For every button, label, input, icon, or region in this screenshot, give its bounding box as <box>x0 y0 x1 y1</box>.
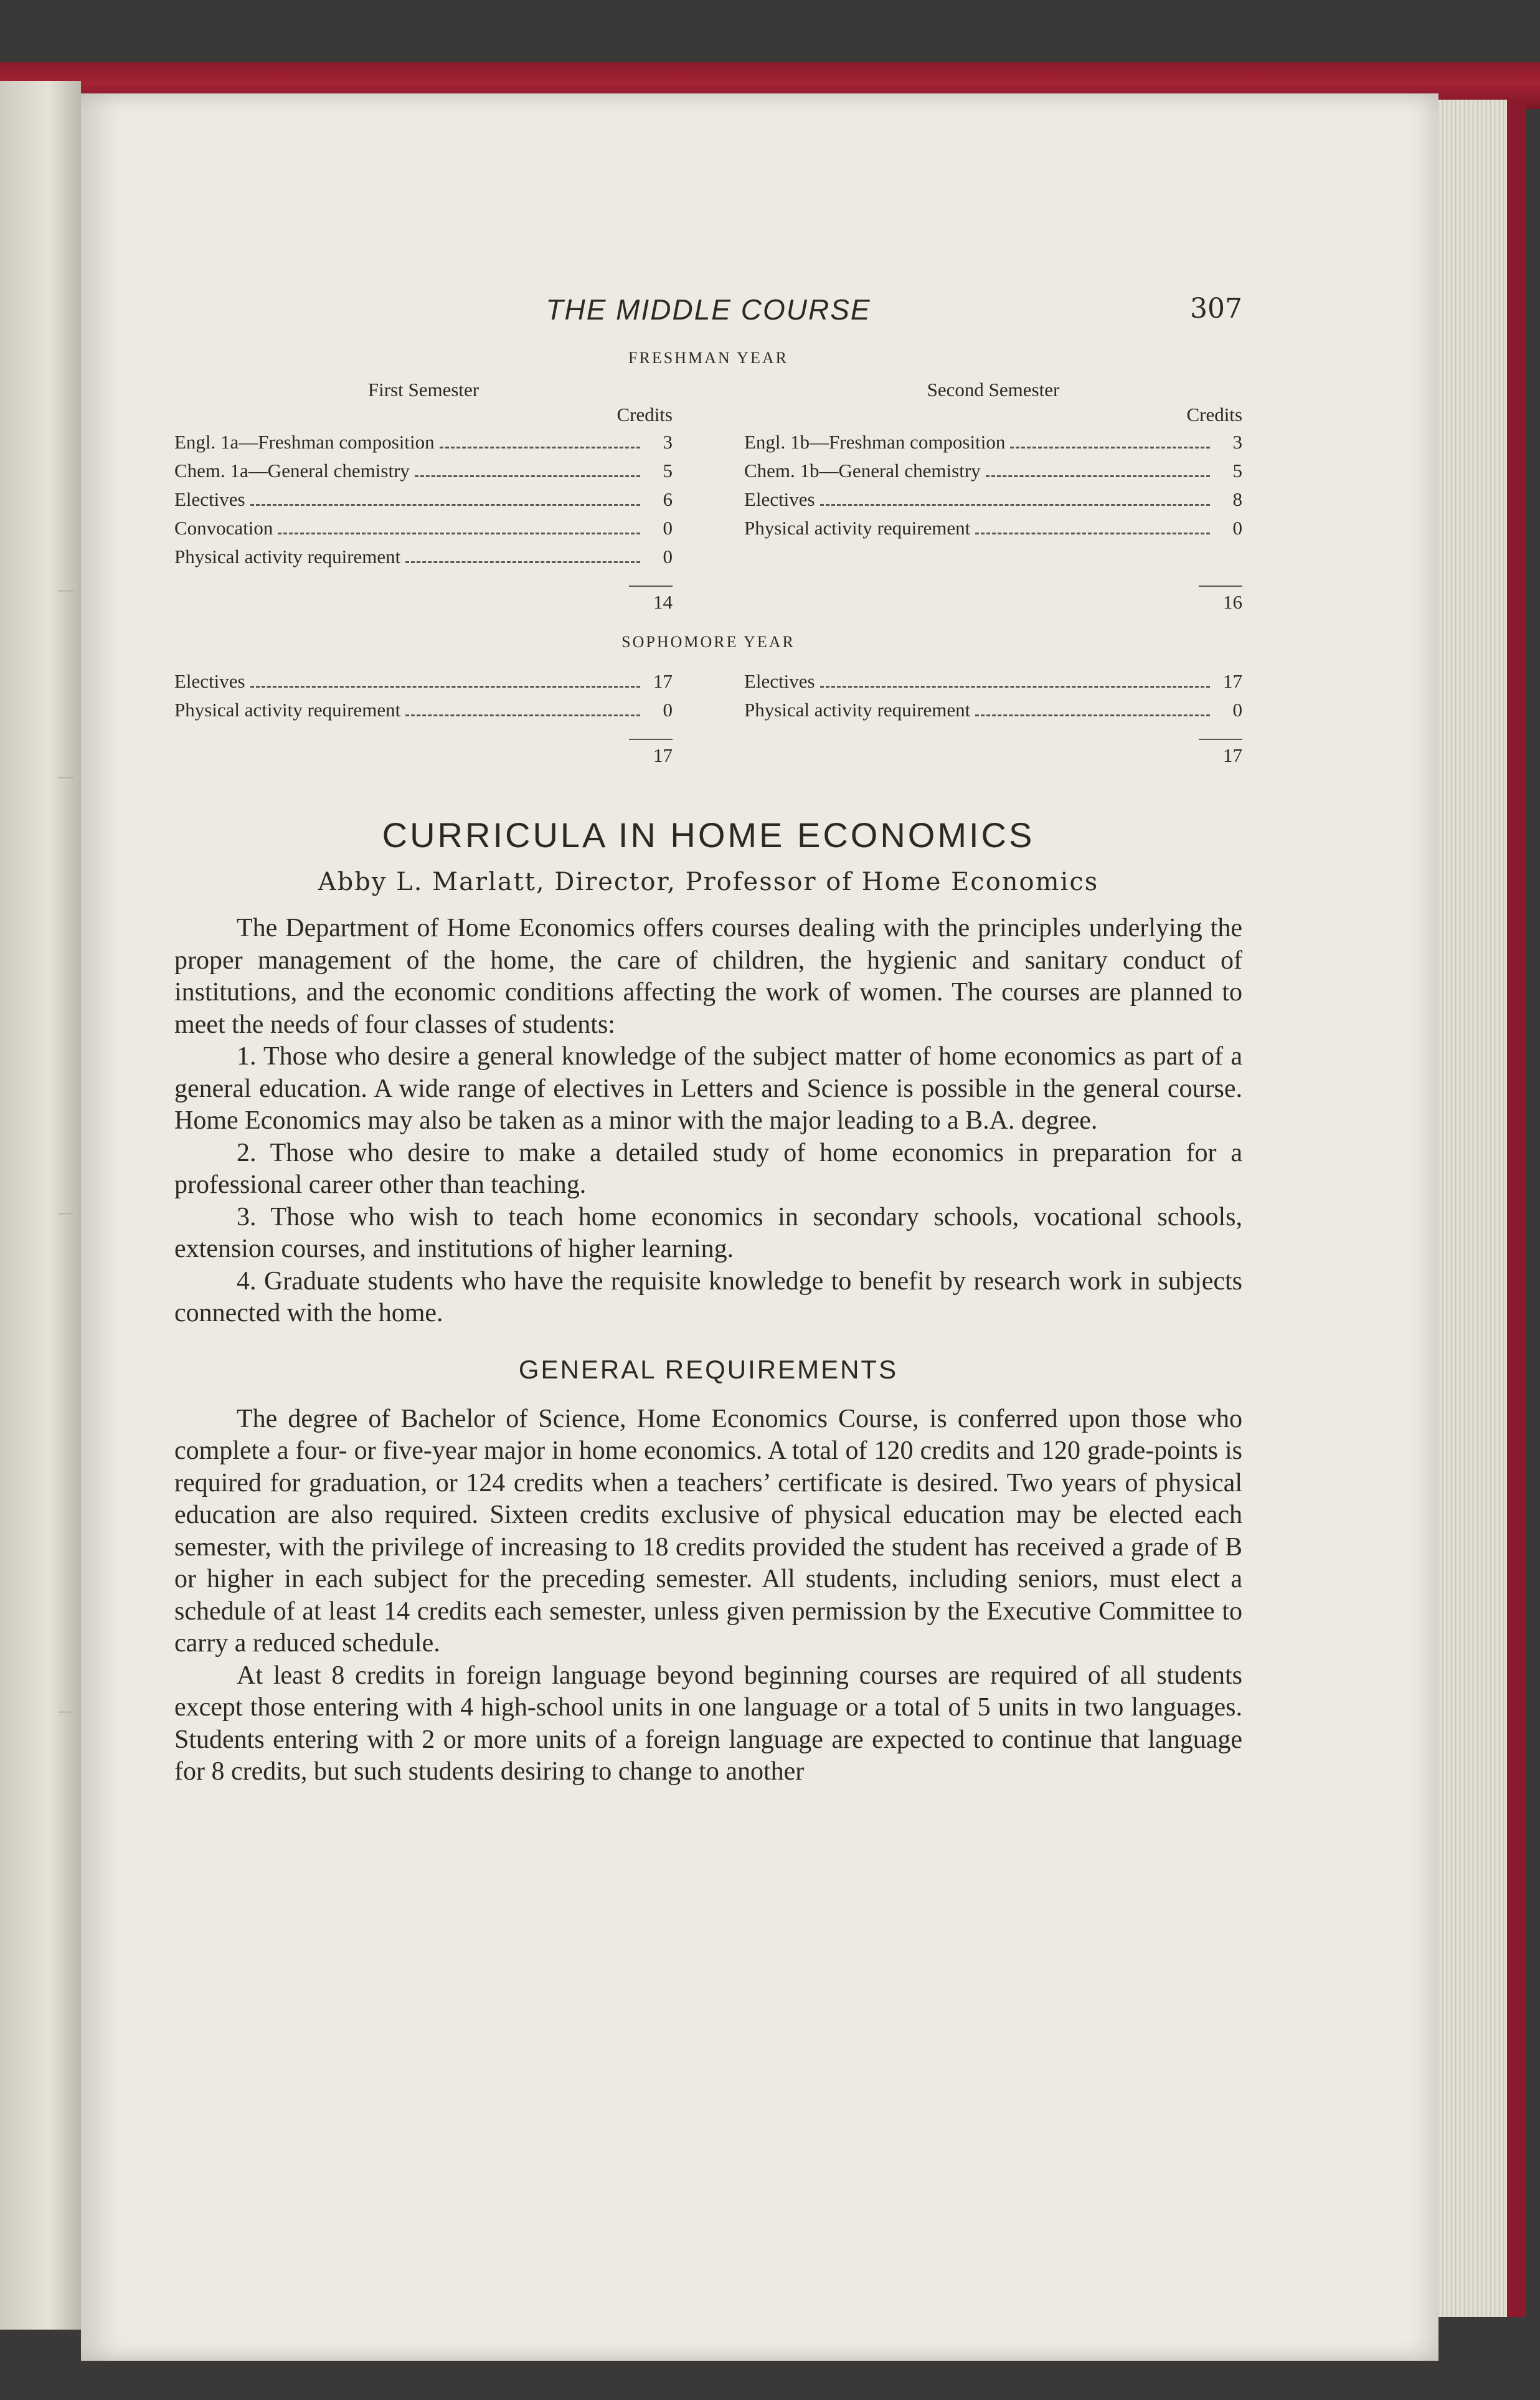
semester-total: 16 <box>1223 591 1242 613</box>
sophomore-year-title: SOPHOMORE YEAR <box>621 633 795 651</box>
course-name: Physical activity requirement <box>174 699 401 721</box>
course-row <box>744 460 1242 488</box>
course-name: Electives <box>744 670 815 692</box>
course-name: Physical activity requirement <box>174 546 401 567</box>
course-credits: 6 <box>663 488 673 510</box>
course-row <box>744 517 1242 546</box>
requirements-paragraph: At least 8 credits in foreign language beyond beginning courses are required of all students except those entering with 4 high-school units in one language or a total of 5 units in two languages. Students entering with 2 or more units of a foreign language are expected to continue that language for 8 credits, but such students desiring to change to another <box>174 1661 1242 1786</box>
course-row <box>744 431 1242 460</box>
course-name: Electives <box>744 488 815 510</box>
facing-page-fragment: — <box>57 766 75 787</box>
course-row <box>174 460 673 488</box>
sophomore-first-semester <box>174 670 673 771</box>
facing-page-fragment: — <box>57 579 75 600</box>
running-head <box>174 293 1242 336</box>
course-row <box>174 488 673 517</box>
course-row <box>174 546 673 574</box>
course-row <box>744 670 1242 699</box>
semester-total: 14 <box>653 591 673 613</box>
course-credits: 0 <box>1232 699 1242 721</box>
student-class-item: 4. Graduate students who have the requisite knowledge to benefit by research work in subjects connected with the home. <box>174 1266 1242 1327</box>
semester-total: 17 <box>1223 744 1242 766</box>
freshman-first-semester <box>174 368 673 618</box>
course-credits: 8 <box>1232 488 1242 510</box>
requirements-paragraph: The degree of Bachelor of Science, Home Economics Course, is conferred upon those who complete a four- or five-year major in home economics. A total of 120 credits and 120 grade-points is required for graduation, or 124 credits when a teachers’ certificate is desired. Two years of physical education are also required. Sixteen credits exclusive of physical education may be elected each semester, with the privilege of increasing to 18 credits provided the student has received a grade of B or higher in each subject for the preceding semester. All students, including seniors, must elect a schedule of at least 14 credits each semester, unless given permission by the Executive Committee to carry a reduced schedule. <box>174 1404 1242 1658</box>
student-class-item: 2. Those who desire to make a detailed study of home economics in preparation for a professional career other than teaching. <box>174 1138 1242 1199</box>
course-name: Physical activity requirement <box>744 517 971 539</box>
course-name: Engl. 1b—Freshman composition <box>744 431 1006 453</box>
credits-label: Credits <box>1186 404 1242 425</box>
credits-label: Credits <box>616 404 673 425</box>
facing-page-fragment: — <box>57 1202 75 1223</box>
semester-total: 17 <box>653 744 673 766</box>
course-credits: 0 <box>1232 517 1242 539</box>
general-requirements-heading: GENERAL REQUIREMENTS <box>518 1354 899 1384</box>
course-row <box>174 670 673 699</box>
course-credits: 3 <box>663 431 673 453</box>
author-byline: Abby L. Marlatt, Director, Professor of Home Economics <box>318 868 1099 896</box>
freshman-year-block <box>174 349 1242 618</box>
course-row <box>744 488 1242 517</box>
course-name: Engl. 1a—Freshman composition <box>174 431 435 453</box>
course-name: Electives <box>174 670 245 692</box>
course-credits: 3 <box>1232 431 1242 453</box>
course-row <box>174 699 673 728</box>
course-credits: 0 <box>663 517 673 539</box>
running-head-title: THE MIDDLE COURSE <box>546 293 871 326</box>
course-row <box>744 699 1242 728</box>
freshman-year-title: FRESHMAN YEAR <box>628 349 788 367</box>
page-content <box>174 293 1242 1788</box>
student-class-item: 1. Those who desire a general knowledge of the subject matter of home economics as part of a general education. A wide range of electives in Letters and Science is possible in the general course. Home Economics may also be taken as a minor with the major leading to a B.A. degree. <box>174 1042 1242 1135</box>
facing-page-edge <box>0 81 81 2330</box>
intro-paragraph: The Department of Home Economics offers courses dealing with the principles underlying the proper management of the home, the care of children, the hygienic and sanitary conduct of institutions, and the economic conditions affecting the work of women. The courses are planned to meet the needs of four classes of students: <box>174 914 1242 1039</box>
course-name: Chem. 1a—General chemistry <box>174 460 410 481</box>
course-credits: 17 <box>653 670 673 692</box>
page-stack-edge <box>1438 100 1513 2317</box>
freshman-second-semester <box>744 368 1242 618</box>
student-class-item: 3. Those who wish to teach home economics in secondary schools, vocational schools, extension courses, and institutions of higher learning. <box>174 1202 1242 1263</box>
course-row <box>174 517 673 546</box>
course-name: Convocation <box>174 517 273 539</box>
facing-page-fragment: — <box>57 1700 75 1721</box>
course-credits: 17 <box>1223 670 1242 692</box>
course-credits: 5 <box>663 460 673 481</box>
course-name: Chem. 1b—General chemistry <box>744 460 981 481</box>
course-credits: 5 <box>1232 460 1242 481</box>
semester-label: Second Semester <box>927 379 1060 401</box>
course-name: Electives <box>174 488 245 510</box>
course-credits: 0 <box>663 699 673 721</box>
course-credits: 0 <box>663 546 673 567</box>
sophomore-second-semester <box>744 670 1242 771</box>
course-name: Physical activity requirement <box>744 699 971 721</box>
semester-label: First Semester <box>367 379 479 401</box>
course-row <box>174 431 673 460</box>
book-cover-edge <box>1507 100 1526 2317</box>
sophomore-year-block <box>174 633 1242 771</box>
curricula-heading: CURRICULA IN HOME ECONOMICS <box>382 815 1035 855</box>
page-number: 307 <box>1190 293 1242 325</box>
